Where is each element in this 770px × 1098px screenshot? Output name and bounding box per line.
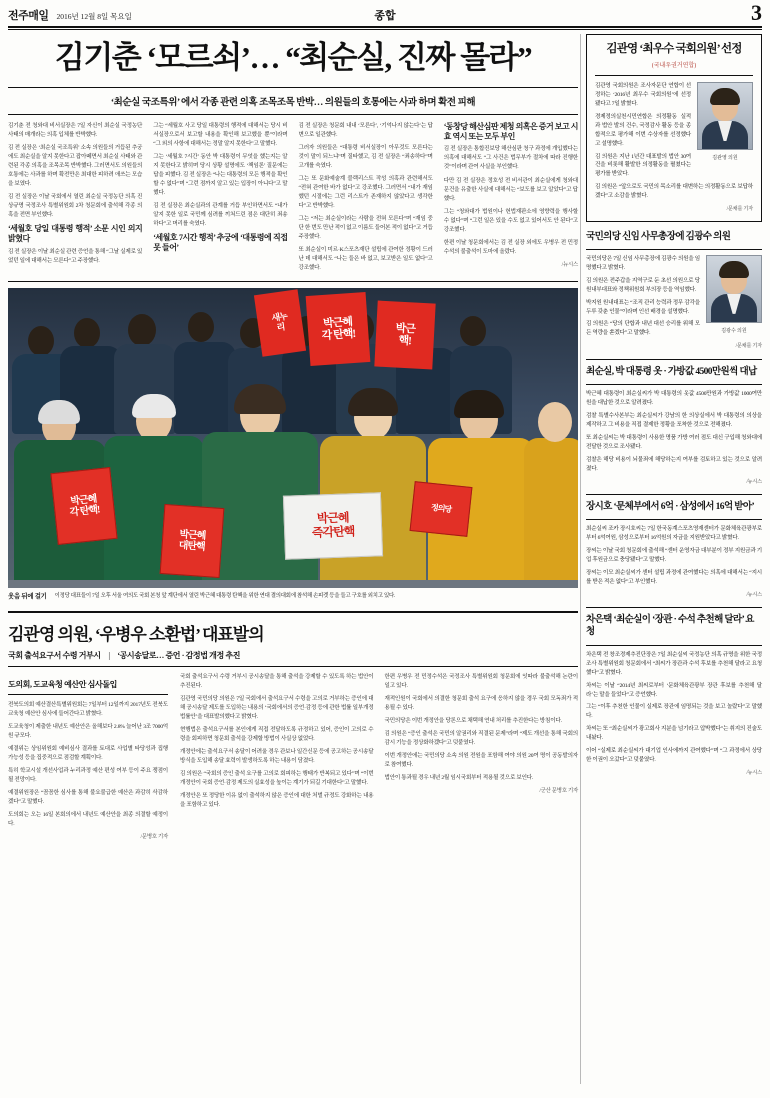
story2-rule [8,611,578,613]
portrait-block [697,82,753,161]
byline: /문채를 기자 [726,206,753,213]
portrait-photo [706,255,762,323]
main-body [8,122,578,274]
paragraph: 김 의원은 지난 1년간 대표발의 법안 30여 건을 비롯해 활발한 의정활동을 펼쳤다는 평가를 받았다. [595,153,691,178]
paragraph: 김 전 실장은 통합진보당 해산심판 청구 과정에 개입했다는 의혹에 대해서도 “그 사건은 법무부가 절차에 따라 진행한 것”이라며 관여 사실을 부인했다. [443,146,578,171]
issue-date: 2016년 12월 8일 목요일 [56,12,132,21]
photo-block [8,281,578,602]
paragraph: 차씨는 또 “최순실씨가 광고회사 지분을 넘기라고 압박했다”는 취지의 진술도 내놨다. [586,726,762,742]
page-number: 3 [751,0,762,25]
subhead-separator: | [108,650,110,660]
paragraph: 김 전 실장은 최순실과의 관계를 거듭 부인하면서도 “내가 알지 못한 일로 국민께 심려를 끼쳐드린 점은 대단히 죄송하다”고 머리를 숙였다. [153,202,288,228]
caption-text: 이정당 대표들이 7일 오후 서울 여의도 국회 본청 앞 계단에서 열린 박근혜 대통령 탄핵을 위한 연대 결의대회에 참석해 손피켓 등을 들고 구호를 외치고 있다. [54,593,396,600]
paragraph: 예결위원장은 “꼼꼼한 심사를 통해 불요불급한 예산은 과감히 삭감하겠다”고 말했다. [8,790,168,806]
paragraph: 검찰은 해당 비용이 뇌물죄에 해당하는지 여부를 검토하고 있는 것으로 알려졌다. [586,456,762,472]
story2-body [180,673,578,811]
sidebar-rule [586,249,762,250]
portrait-caption: 김광수 의원 [721,328,747,334]
sidebar-headline: 차은택 ‘최순실이 ‘장관 · 수석 추천해 달라’ 요청 [586,615,754,638]
paragraph: 장씨는 이모 최순실씨가 센터 설립 과정에 관여했다는 의혹에 대해서는 “지시를 받은 적은 없다”고 부인했다. [586,569,762,585]
masthead [8,0,762,26]
paragraph: 재적인원이 국회에서 의결한 청문회 출석 요구에 응하지 않을 경우 국회 모독죄가 적용될 수 있다. [384,695,578,712]
paragraph: 다만 김 전 실장은 정호성 전 비서관이 최순실에게 청와대 문건을 유출한 사실에 대해서는 “보도를 보고 알았다”고 답했다. [443,177,578,202]
paragraph: 한편 우병우 전 민정수석은 국정조사 특별위원회 청문회에 잇따라 불출석해 논란이 일고 있다. [384,673,578,689]
sidebar-divider [586,494,762,495]
paragraph: 김 전 실장은 ‘최순실 국조특위’ 소속 의원들의 거듭된 추궁에도 최순실을 알지 못한다고 잡아떼면서 최순실 사태와 관련된 각종 의혹을 조목조목 반박했다. 그러면서도 의원들의 호통에는 사과를 하며 확전만은 최대한 피하려 애쓰는 모습을 보였다. [8,144,143,187]
story3-headline: 도의회, 도교육청 예산안 심사돌입 [8,679,117,689]
paragraph: 도교육청이 제출한 내년도 예산안은 올해보다 2.8% 늘어난 3조 7000억 원 규모다. [8,723,168,740]
sidebar-headline: 장시호 ‘문체부에서 6억 · 삼성에서 16억 받아’ [586,501,755,512]
main-headline: 김기춘 ‘모르쇠’… “최순실, 진짜 몰라” [54,40,532,75]
paragraph: 최순실씨 조카 장시호씨는 7일 한국동계스포츠영재센터가 문화체육관광부로부터 6억여원, 삼성으로부터 16억원의 자금을 지원받았다고 밝혔다. [586,526,762,542]
paragraph: 김관영 국회의원은 조사자문단 연합이 선정하는 ‘2016년 최우수 국회의원’에 선정됐다고 7일 밝혔다. [595,82,691,107]
paragraph: 그는 또 문화예술계 블랙리스트 작성 의혹과 관련해서도 “전혀 관여한 바가 없다”고 강조했다. 그러면서 “내가 재임했던 시절에는 그런 리스트가 존재하지 않았다고 생각한다”고 반박했다. [298,175,433,209]
sidebar-rule [595,75,753,76]
main-subhead: ‘최순실 국조특위’ 에서 각종 관련 의혹 조목조목 반박… 의원들의 호통에는 사과 하며 확전 피해 [110,97,476,108]
paragraph: 김 의원은 전주갑을 지역구로 둔 초선 의원으로 당 원내부대표와 정책위원회 부의장 등을 역임했다. [586,277,700,293]
section-heading: ‘세월호 당일 대통령 행적’ 소문 시인 의지 밝혔다 [8,224,143,244]
paragraph: 김 전 실장은 이날 국회에서 열린 최순실 국정농단 의혹 진상규명 국정조사 특별위원회 2차 청문회에 출석해 각종 의혹을 전면 부인했다. [8,193,143,218]
paragraph: 김 의원은 “앞으로도 국민의 목소리를 대변하는 의정활동으로 보답하겠다”고 소감을 밝혔다. [595,184,753,200]
caption-lead: 웃음 뒤에 걸기 [8,593,47,601]
paper-title: 전주매일 [8,10,49,22]
section-name: 종합 [374,10,396,22]
header-rule-thin [8,29,762,30]
header-rule [8,26,762,28]
paragraph: 개정안에는 출석요구서 송달이 어려울 경우 관보나 일간신문 등에 공고하는 공시송달 방식을 도입해 송달 효력이 발생하도록 하는 내용이 담겼다. [180,749,374,765]
story2-subhead-left: 국회 출석요구서 수령 거부시 [8,650,101,660]
paragraph: 장씨는 이날 국회 청문회에 출석해 “센터 운영자금 대부분이 정부 지원금과 기업 후원금으로 충당됐다”고 말했다. [586,548,762,563]
sidebar-rule [586,645,762,646]
paragraph: 검찰 특별수사본부는 최순실씨가 강남의 한 의상실에서 박 대통령의 의상을 제작하고 그 비용을 직접 결제한 정황을 포착한 것으로 전해졌다. [586,412,762,428]
subhead-rule [8,114,578,115]
sidebar-story-4 [586,501,762,599]
sidebar-body [586,525,762,599]
paragraph: 현행법은 출석요구서를 본인에게 직접 전달하도록 규정하고 있어, 증인이 고의로 수령을 회피하면 청문회 출석을 강제할 방법이 사실상 없었다. [180,727,374,743]
paragraph: 이어 “실제로 최순실씨가 대기업 인사에까지 관여했다”며 “그 과정에서 상당한 이권이 오갔다”고 덧붙였다. [586,748,762,764]
story2-subhead-mid: ‘공시송달로… 증언 · 감정법 개정 추진 [117,650,241,660]
photo-caption [8,592,578,602]
sidebar-divider [586,607,762,608]
right-rail [586,34,762,777]
paragraph: 그러자 의원들은 “대통령 비서실장이 아무것도 모른다는 것이 말이 되느냐”며 질타했고, 김 전 실장은 “죄송하다”며 고개를 숙였다. [298,144,433,169]
sidebar-rule [586,519,762,520]
story2-layout [8,673,578,842]
story3-body [8,701,168,842]
paragraph: 김 의원은 “당의 단합과 내년 대선 승리를 위해 모든 역량을 쏟겠다”고 말했다. [586,321,700,337]
paragraph: 김 전 실장은 이날 최순실 관련 증언을 통해 “그날 실제로 있었던 일에 대해서는 모른다”고 주장했다. [8,248,143,264]
byline: /뉴시스 [746,770,762,777]
paragraph: 김 전 실장은 청문회 내내 ‘모른다’, ‘기억나지 않는다’는 답변으로 일관했다. [298,122,433,138]
paragraph: 개정안은 또 정당한 이유 없이 출석하지 않은 증인에 대한 처벌 규정도 강화하는 내용을 포함하고 있다. [180,793,374,809]
paragraph: 차씨는 이날 “2014년 최씨로부터 ‘문화체육관광부 장관 후보를 추천해 달라’는 말을 들었다”고 증언했다. [586,682,762,698]
section-heading: ‘세월호 7시간 행적’ 추궁에 ‘대통령에 직접 못 들어’ [153,233,288,253]
paragraph: 김 의원은 “국회의 증인 출석 요구를 고의로 회피하는 행태가 반복되고 있다”며 “이번 개정안이 국회 증언·감정 제도의 실효성을 높이는 계기가 되길 기대한다”고 말했다. [180,771,374,787]
paragraph: 차은택 전 창조경제추진단장은 7일 최순실씨 국정농단 의혹 규명을 위한 국정조사 특별위원회 청문회에서 “최씨가 장관과 수석 후보를 추천해 달라고 요청했다”고 밝혔다. [586,651,762,676]
byline: /문채를 기자 [735,343,762,350]
byline: /뉴시스 [746,591,762,598]
column-divider [580,34,581,1084]
paragraph: 박근혜 대통령이 최순실씨가 박 대통령의 옷값 4500만원과 가방값 1000여만원을 대납한 것으로 알려졌다. [586,391,762,406]
byline: /군산 문병호 기자 [539,788,578,795]
sidebar-headline: 김관영 ‘최우수 국회의원’ 선정 [606,43,742,55]
paragraph: 또 최순실이 미르·K스포츠재단 설립에 관여한 정황이 드러난 데 대해서도 “나는 들은 바 없고, 보고받은 일도 없다”고 강조했다. [298,247,433,272]
paragraph: 김관영 국민의당 의원은 7일 국회에서 출석요구서 수령을 고의로 거부하는 증인에 대해 공시송달 제도를 도입하는 내용의 ‘국회에서의 증언·감정 등에 관한 법률 일부개정법률안’을 대표발의했다고 밝혔다. [180,695,374,721]
paragraph: 국회 출석요구서 수령 거부시 공시송달을 통해 출석을 강제할 수 있도록 하는 법안이 추진된다. [180,673,374,689]
paragraph: 국민의당은 이번 개정안을 당론으로 채택해 연내 처리를 추진한다는 방침이다. [384,718,562,725]
paragraph: 전북도의회 예산결산특별위원회는 7일부터 12일까지 2017년도 전북도교육청 예산안 심사에 들어간다고 밝혔다. [8,701,168,717]
paragraph: 법안이 통과될 경우 내년 2월 임시국회부터 적용될 것으로 보인다. [384,775,534,782]
paragraph: 박지원 원내대표는 “조직 관리 능력과 정무 감각을 두루 갖춘 인물”이라며 인선 배경을 설명했다. [586,299,700,315]
paragraph: 그는 ‘세월호 7시간’ 동안 박 대통령이 무엇을 했는지는 알지 못한다고 밝히며 당시 상황 설명에도 ‘책임론’ 질문에는 답을 피했다. 김 전 실장은 “나는 대통령의 모든 행적을 확인할 수 없다”며 “그런 점까지 알고 있는 입장이 아니다”고 말했다. [153,153,288,196]
story2-subhead [8,650,578,661]
paragraph: 그는 “이후 추천한 인물이 실제로 장관에 임명되는 것을 보고 놀랐다”고 말했다. [586,704,762,720]
paragraph: 그는 “세월호 사고 당일 대통령의 행적에 대해서는 당시 비서실장으로서 보고할 내용을 확인해 보고했을 뿐”이라며 “그 외의 사항에 대해서는 정말 알지 못한다”고 말했다. [153,122,288,147]
story2-thin-rule [8,666,578,667]
paragraph: 그는 “저는 최순실이라는 사람을 전혀 모른다”며 “재임 중 단 한 번도 만난 적이 없고 이름도 들어본 적이 없다”고 거듭 주장했다. [298,216,433,241]
main-column [8,34,578,842]
paragraph: 김기춘 전 청와대 비서실장은 7일 자신이 최순실 국정농단 사태의 매개라는 의혹 입체를 반박했다. [8,122,143,138]
story2-column [180,673,578,842]
photo-crowd: 박근혜 각 탄핵! 박근 핵! 새누 리 박근혜 각 탄핵! 박근혜 대탄핵 박근혜 즉각탄핵 정의당 [8,288,578,588]
sidebar-divider [586,359,762,360]
story3-column [8,673,168,842]
paragraph: 한편 이날 청문회에서는 김 전 실장 외에도 우병우 전 민정수석의 불출석이 도마에 올랐다. [443,239,578,255]
sidebar-story-2 [586,231,762,351]
byline: /문병호 기자 [140,834,168,841]
paragraph: 김 의원은 “증인 출석은 국민의 알권리와 직결된 문제”라며 “제도 개선을 통해 국회의 감시 기능을 정상화하겠다”고 덧붙였다. [384,731,578,747]
paragraph: 또 최순실씨는 박 대통령이 사용한 명품 가방 여러 점도 대신 구입해 청와대에 전달한 것으로 조사됐다. [586,434,762,450]
portrait-block [706,255,762,334]
paragraph: 특히 학교시설 개선사업과 누리과정 예산 편성 여부 등이 주요 쟁점이 될 전망이다. [8,768,168,784]
section-heading: ‘동창당 해산심판 제청 의혹은 증거 보고 시효 역시 또는 모두 부인 [443,121,578,141]
paragraph: 예결위는 상임위원회 예비심사 결과를 토대로 사업별 타당성과 집행 가능성 등을 집중적으로 점검할 계획이다. [8,746,168,762]
portrait-caption: 김관영 의원 [712,155,738,161]
paragraph: 이번 개정안에는 국민의당 소속 의원 전원을 포함해 여야 의원 20여 명이 공동발의자로 참여했다. [384,753,578,769]
news-photo [8,288,578,588]
portrait-photo [697,82,753,150]
byline: /뉴시스 [746,478,762,485]
byline: /뉴시스 [561,261,578,268]
sidebar-headline: 국민의당 신임 사무총장에 김광수 의원 [586,231,731,242]
story3-rule [8,694,168,695]
sidebar-subhead: (국내우권거연합) [651,62,697,69]
sidebar-body [586,390,762,486]
story2-headline: 김관영 의원, ‘우병우 소환법’ 대표발의 [8,624,264,644]
headline-rule [8,87,578,88]
sidebar-body [586,651,762,778]
paragraph: 그는 “청와대가 법원이나 헌법재판소에 영향력을 행사할 수 없다”며 “그런 일은 있을 수도 없고 있어서도 안 된다”고 강조했다. [443,208,578,233]
paragraph: 국민의당은 7일 신임 사무총장에 김광수 의원을 임명했다고 밝혔다. [586,255,700,271]
paragraph: 도의회는 오는 16일 본회의에서 내년도 예산안을 최종 의결할 예정이다. [8,812,168,828]
paragraph: 경제정의실천시민연합은 의정활동 실적과 법안 발의 건수, 국정감사 활동 등을 종합적으로 평가해 이번 수상자를 선정했다고 설명했다. [595,113,691,147]
sidebar-rule [586,384,762,385]
sidebar-headline: 최순실, 박 대통령 옷 · 가방값 4500만원씩 대납 [586,366,757,377]
sidebar-story-5 [586,614,762,777]
sidebar-story-1 [586,34,762,222]
sidebar-story-3 [586,366,762,486]
